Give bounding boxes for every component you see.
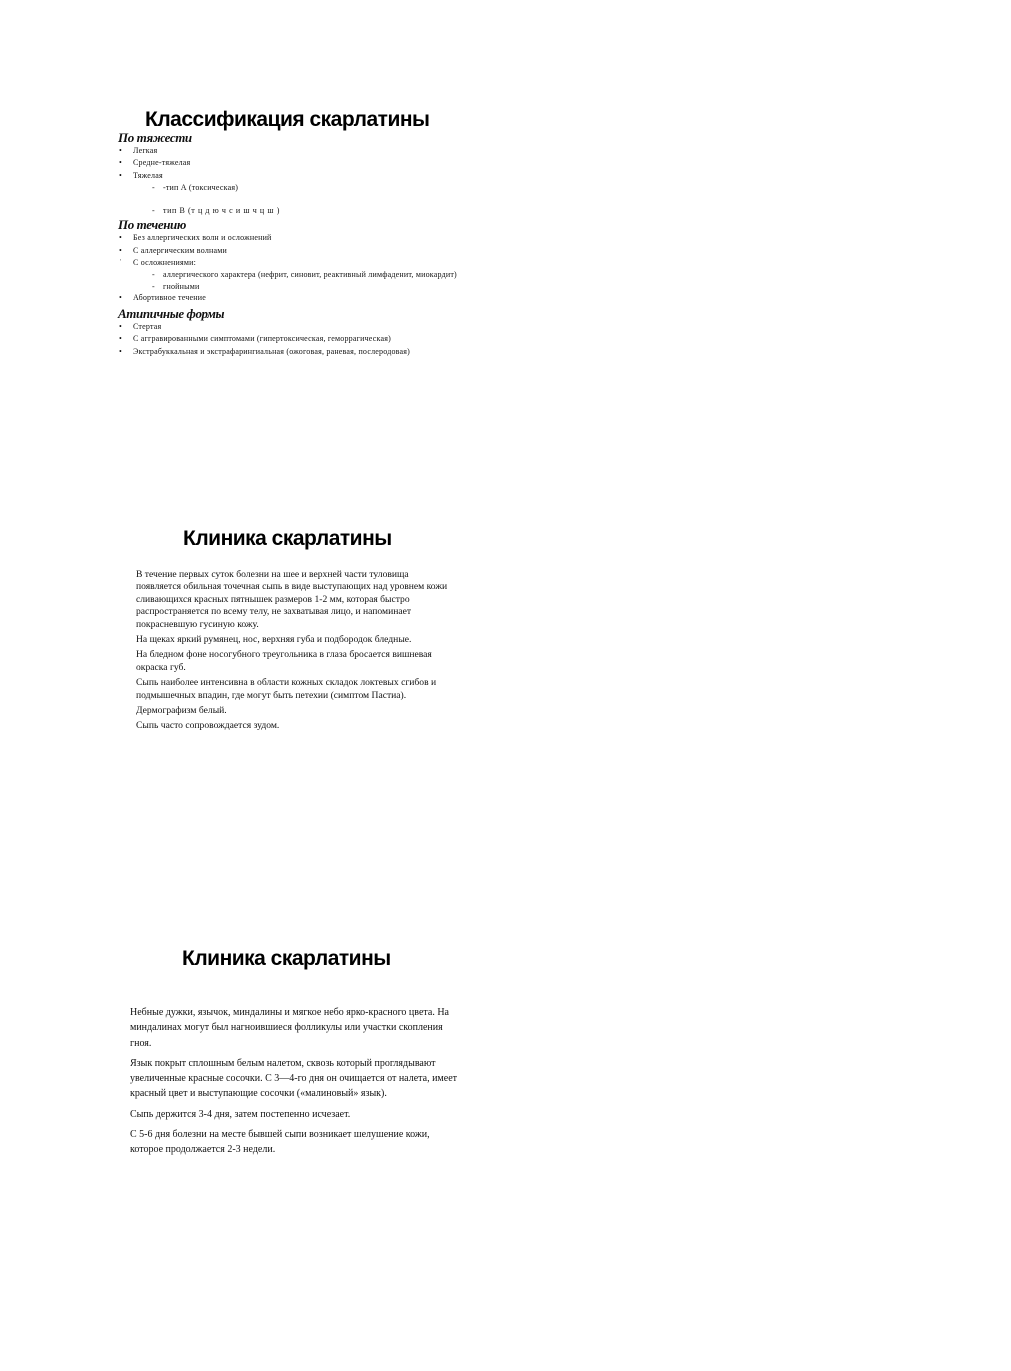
list-item-text: С аллергическим волнами	[133, 245, 227, 255]
paragraph: Дермографизм белый.	[136, 705, 227, 717]
list-item	[118, 170, 538, 216]
body-text	[130, 1005, 460, 1163]
list-item	[118, 145, 538, 157]
atypical-list	[118, 321, 538, 358]
section-heading-severity: По тяжести	[118, 130, 192, 145]
list-item-text: С осложнениями:	[133, 258, 197, 268]
dash-icon: -	[152, 205, 156, 215]
paragraph: На бледном фоне носогубного треугольника в глаза бросается вишневая окраска губ.	[136, 649, 432, 673]
list-item	[118, 257, 538, 292]
paragraph: В течение первых суток болезни на шее и верхней части туловища появляется обильная точечная сыпь в виде выступающих над уровнем кожи сливающихся красных пятнышек размеров 1-2 мм, которая быстро распространяется по всему телу, не захватывая лицо, и напоминает покрасневшую гусиную кожу.	[136, 569, 448, 630]
slide-clinic-2	[0, 840, 1011, 1260]
list-item-text: Без аллергических волн и осложнений	[133, 233, 272, 243]
sub-list-item-text: гнойными	[163, 281, 200, 291]
list-item	[118, 157, 538, 169]
sub-list-item-text: -тип А (токсическая)	[163, 183, 239, 193]
sub-list	[133, 182, 538, 216]
bullet-icon: •	[119, 293, 123, 303]
bullet-icon: •	[119, 334, 123, 344]
list-item-text: Тяжелая	[133, 170, 163, 180]
list-item	[118, 321, 538, 333]
paragraph: Сыпь часто сопровождается зудом.	[136, 720, 280, 732]
section-heading-atypical: Атипичные формы	[118, 305, 225, 321]
list-item	[118, 333, 538, 345]
dash-icon: -	[152, 270, 155, 280]
paragraph: С 5-6 дня болезни на месте бывшей сыпи возникает шелушение кожи, которое продолжается 2-3 недели.	[130, 1129, 430, 1156]
list-item	[118, 232, 538, 244]
bullet-icon: •	[119, 245, 123, 255]
sub-list-item-text: аллергического характера (нефрит, синовит, реактивный лимфаденит, миокардит)	[163, 270, 457, 280]
dash-icon: -	[152, 183, 155, 193]
list-item-text: Легкая	[133, 146, 158, 155]
sub-list-item	[152, 269, 538, 281]
list-item	[118, 346, 538, 358]
severity-list	[118, 145, 538, 216]
paragraph: Язык покрыт сплошным белым налетом, сквозь который проглядывают увеличенные красные сосочки. С 3—4-го дня он очищается от налета, имеет красный цвет и выступающие сосочки («малиновый» язык).	[130, 1057, 457, 1100]
list-item-text: Абортивное течение	[133, 293, 206, 303]
paragraph: Сыпь наиболее интенсивна в области кожных складок локтевых сгибов и подмышечных впадин, где могут быть петехии (симптом Пастиа).	[136, 677, 437, 701]
slide-title: Клиника скарлатины	[182, 947, 391, 970]
slide-clinic-1	[0, 420, 1011, 840]
body-text	[136, 569, 456, 736]
slide-classification	[0, 0, 1011, 420]
slide-title: Клиника скарлатины	[183, 527, 392, 550]
section-heading-course: По течению	[118, 217, 186, 233]
slide-title: Классификация скарлатины	[145, 108, 430, 131]
bullet-icon: •	[119, 346, 123, 356]
bullet-icon: •	[119, 158, 123, 168]
list-item-text: С аггравированными симптомами (гипертоксическая, геморрагическая)	[133, 334, 391, 344]
list-item-text: Экстрабуккальная и экстрафарингиальная (ожоговая, раневая, послеродовая)	[133, 346, 411, 356]
paragraph: Небные дужки, язычок, миндалины и мягкое небо ярко-красного цвета. На миндалинах могут был нагноившиеся фолликулы или участки скопления гноя.	[130, 1007, 449, 1049]
list-item	[118, 245, 538, 257]
list-item	[118, 292, 538, 304]
sub-list-item	[152, 205, 538, 217]
bullet-icon: •	[119, 170, 123, 180]
list-item-text: Стертая	[133, 321, 162, 331]
classification-block	[118, 130, 538, 359]
bullet-icon: ˈ	[119, 258, 122, 268]
course-list	[118, 232, 538, 305]
sub-list-item	[152, 281, 538, 293]
paragraph: Сыпь держится 3-4 дня, затем постепенно исчезает.	[130, 1108, 351, 1120]
list-item-text: Средне-тяжелая	[133, 158, 191, 168]
paragraph: На щеках яркий румянец, нос, верхняя губа и подбородок бледные.	[136, 634, 412, 646]
dash-icon: -	[152, 281, 155, 291]
sub-list-item-text: тип В (т ц д ю ч с и ш ч ц ш )	[163, 205, 281, 215]
sub-list	[133, 269, 538, 292]
sub-list-item	[152, 182, 538, 194]
bullet-icon: •	[119, 233, 123, 243]
bullet-icon: •	[119, 321, 123, 331]
bullet-icon: •	[119, 146, 123, 155]
